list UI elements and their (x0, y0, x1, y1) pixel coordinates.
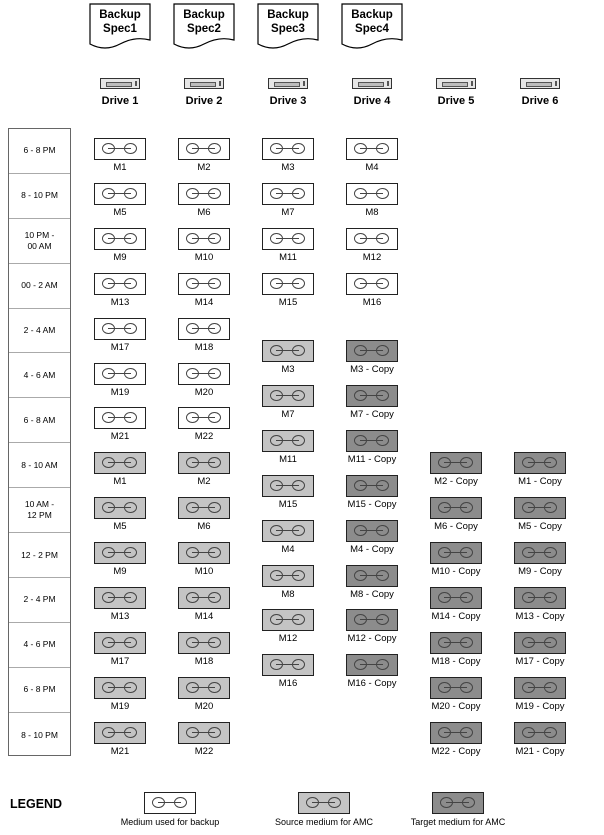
medium-label: M22 - Copy (431, 745, 481, 757)
tape-line (192, 373, 215, 374)
backup-medium (346, 183, 398, 205)
target-medium (514, 677, 566, 699)
tape-line (108, 283, 131, 284)
medium-label: M18 - Copy (431, 655, 481, 667)
backup-spec-label: Backup (351, 9, 393, 21)
drive-label: Drive 4 (353, 95, 391, 107)
target-medium (346, 475, 398, 497)
target-medium (514, 587, 566, 609)
tape-line (192, 238, 215, 239)
legend-backup-label: Medium used for backup (120, 817, 220, 827)
medium-label: M13 - Copy (515, 611, 565, 622)
drive-label: Drive 2 (185, 95, 223, 107)
backup-medium (262, 273, 314, 295)
medium-label: M10 - Copy (431, 566, 481, 578)
backup-medium (262, 183, 314, 205)
medium-label: M21 (110, 745, 130, 757)
time-slot: 00 - 2 AM (9, 264, 70, 309)
medium-label: M20 - Copy (431, 700, 481, 712)
tape-line (528, 597, 551, 598)
target-medium (346, 520, 398, 542)
medium-label: M6 (197, 521, 211, 533)
tape-line (528, 507, 551, 508)
tape-line (192, 148, 215, 149)
tape-line (360, 193, 383, 194)
tape-line (312, 802, 335, 803)
tape-line (192, 732, 215, 733)
medium-label: M5 (113, 206, 127, 218)
tape-line (276, 530, 299, 531)
source-medium (262, 654, 314, 676)
tape-line (444, 642, 467, 643)
backup-medium (94, 138, 146, 160)
medium-label: M16 (362, 296, 382, 308)
tape-line (360, 148, 383, 149)
source-medium (178, 452, 230, 474)
tape-line (528, 687, 551, 688)
tape-line (192, 597, 215, 598)
medium-label: M7 (281, 408, 295, 420)
tape-line (528, 462, 551, 463)
source-medium (262, 340, 314, 362)
medium-label: M9 (113, 251, 127, 263)
medium-label: M16 (278, 678, 298, 690)
tape-line (192, 328, 215, 329)
target-medium (514, 497, 566, 519)
tape-line (528, 642, 551, 643)
time-slot: 2 - 4 AM (9, 309, 70, 354)
source-medium (178, 677, 230, 699)
medium-label: M4 (281, 543, 295, 555)
medium-label: M22 (194, 431, 214, 443)
backup-medium (178, 363, 230, 385)
backup-spec-label: Spec3 (271, 23, 305, 35)
medium-label: M12 (362, 251, 382, 263)
target-medium (430, 632, 482, 654)
tape-line (276, 193, 299, 194)
tape-line (108, 148, 131, 149)
backup-spec-label: Backup (183, 9, 225, 21)
drive (416, 78, 496, 112)
tape-line (360, 575, 383, 576)
legend-source-label: Source medium for AMC (274, 817, 374, 827)
tape-line (108, 417, 131, 418)
medium-label: M20 (194, 386, 214, 398)
medium-label: M15 - Copy (347, 498, 397, 510)
medium-label: M2 (197, 476, 211, 488)
tape-line (360, 350, 383, 351)
time-slot: 2 - 4 PM (9, 578, 70, 623)
tape-line (108, 642, 131, 643)
tape-line (108, 328, 131, 329)
backup-medium (262, 138, 314, 160)
medium-label: M7 - Copy (350, 408, 394, 420)
medium-label: M14 - Copy (431, 611, 481, 622)
drive-slot (106, 82, 132, 87)
tape-line (108, 373, 131, 374)
backup-medium (94, 318, 146, 340)
tape-drive-icon (352, 78, 392, 89)
source-medium (262, 520, 314, 542)
drive-label: Drive 3 (269, 95, 307, 107)
tape-line (276, 395, 299, 396)
tape-line (192, 687, 215, 688)
backup-medium (178, 318, 230, 340)
medium-label: M17 (110, 341, 130, 353)
tape-line (528, 732, 551, 733)
tape-line (444, 597, 467, 598)
source-medium (94, 497, 146, 519)
tape-drive-icon (100, 78, 140, 89)
medium-label: M18 (194, 341, 214, 353)
target-medium (514, 722, 566, 744)
target-medium (346, 385, 398, 407)
source-medium (262, 609, 314, 631)
target-medium (430, 722, 482, 744)
medium-label: M11 (279, 453, 297, 465)
target-medium (430, 452, 482, 474)
target-medium (430, 677, 482, 699)
medium-label: M1 - Copy (518, 476, 562, 488)
medium-label: M12 (278, 633, 298, 645)
drive (500, 78, 580, 112)
tape-line (276, 664, 299, 665)
tape-line (276, 440, 299, 441)
tape-line (192, 552, 215, 553)
legend-backup-swatch (144, 792, 196, 814)
medium-label: M3 (281, 162, 295, 173)
source-medium (262, 385, 314, 407)
tape-line (108, 597, 131, 598)
medium-label: M9 - Copy (518, 566, 562, 578)
source-medium (94, 452, 146, 474)
tape-line (276, 238, 299, 239)
medium-label: M20 (194, 700, 214, 712)
tape-line (360, 664, 383, 665)
time-slot: 8 - 10 AM (9, 443, 70, 488)
backup-medium (178, 228, 230, 250)
backup-spec (257, 3, 319, 49)
time-slot: 6 - 8 PM (9, 668, 70, 713)
tape-line (192, 642, 215, 643)
backup-medium (346, 228, 398, 250)
tape-drive-icon (268, 78, 308, 89)
target-medium (514, 542, 566, 564)
drive (164, 78, 244, 112)
medium-label: M1 (113, 162, 127, 173)
source-medium (178, 722, 230, 744)
medium-label: M5 (113, 521, 127, 533)
time-slot: 6 - 8 AM (9, 398, 70, 443)
medium-label: M19 (110, 700, 130, 712)
medium-label: M18 (194, 655, 214, 667)
medium-label: M14 (194, 611, 214, 622)
drive-led (303, 81, 305, 86)
medium-label: M10 (194, 566, 214, 578)
time-slot: 12 - 2 PM (9, 533, 70, 578)
drive-slot (190, 82, 216, 87)
medium-label: M15 (278, 498, 298, 510)
time-slot: 8 - 10 PM (21, 729, 58, 740)
medium-label: M3 - Copy (350, 364, 394, 376)
legend-target-swatch (432, 792, 484, 814)
backup-medium (346, 138, 398, 160)
source-medium (94, 632, 146, 654)
tape-line (108, 552, 131, 553)
medium-label: M13 (110, 296, 130, 308)
tape-line (276, 485, 299, 486)
tape-line (360, 619, 383, 620)
legend-target-label: Target medium for AMC (410, 817, 506, 827)
target-medium (430, 497, 482, 519)
tape-line (444, 462, 467, 463)
tape-line (108, 507, 131, 508)
target-medium (346, 565, 398, 587)
medium-label: M8 (281, 588, 295, 600)
drive-led (555, 81, 557, 86)
tape-line (276, 283, 299, 284)
tape-line (108, 687, 131, 688)
drive-slot (358, 82, 384, 87)
tape-line (192, 193, 215, 194)
source-medium (262, 430, 314, 452)
medium-label: M2 - Copy (434, 476, 478, 488)
medium-label: M19 - Copy (515, 700, 565, 712)
tape-drive-icon (520, 78, 560, 89)
medium-label: M3 (281, 364, 295, 376)
tape-line (528, 552, 551, 553)
backup-medium (94, 273, 146, 295)
time-slot: 4 - 6 AM (9, 354, 70, 399)
drive-led (219, 81, 221, 86)
target-medium (346, 430, 398, 452)
medium-label: M8 - Copy (350, 588, 394, 600)
tape-line (360, 530, 383, 531)
source-medium (94, 722, 146, 744)
tape-line (446, 802, 469, 803)
target-medium (430, 587, 482, 609)
source-medium (262, 475, 314, 497)
medium-label: M4 - Copy (350, 543, 394, 555)
medium-label: M22 (194, 745, 214, 757)
tape-line (444, 552, 467, 553)
time-slot: 10 PM - 00 AM (9, 219, 70, 264)
drive-slot (274, 82, 300, 87)
backup-medium (178, 407, 230, 429)
backup-medium (94, 183, 146, 205)
drive (80, 78, 160, 112)
backup-spec (89, 3, 151, 49)
backup-medium (178, 273, 230, 295)
tape-line (276, 575, 299, 576)
tape-line (360, 485, 383, 486)
tape-line (444, 507, 467, 508)
source-medium (178, 587, 230, 609)
backup-medium (346, 273, 398, 295)
source-medium (178, 632, 230, 654)
drive-label: Drive 6 (521, 95, 559, 107)
tape-line (108, 462, 131, 463)
medium-label: M7 (281, 206, 295, 218)
time-slot: 10 AM - 12 PM (9, 488, 70, 533)
backup-spec-label: Spec2 (187, 23, 221, 35)
backup-medium (178, 138, 230, 160)
medium-label: M4 (365, 162, 379, 173)
drive-led (471, 81, 473, 86)
tape-drive-icon (184, 78, 224, 89)
target-medium (346, 340, 398, 362)
backup-medium (262, 228, 314, 250)
tape-drive-icon (436, 78, 476, 89)
medium-label: M6 - Copy (434, 521, 478, 533)
drive-label: Drive 1 (101, 95, 139, 107)
backup-medium (94, 363, 146, 385)
medium-label: M9 (113, 566, 127, 578)
tape-line (192, 283, 215, 284)
time-slot-column (8, 128, 71, 756)
target-medium (430, 542, 482, 564)
medium-label: M11 (279, 251, 297, 263)
medium-label: M21 (110, 431, 130, 443)
backup-spec-label: Backup (99, 9, 141, 21)
tape-line (360, 440, 383, 441)
source-medium (262, 565, 314, 587)
tape-line (108, 193, 131, 194)
source-medium (178, 542, 230, 564)
tape-line (360, 395, 383, 396)
target-medium (346, 654, 398, 676)
medium-label: M2 (197, 162, 211, 173)
backup-medium (178, 183, 230, 205)
tape-line (192, 462, 215, 463)
tape-line (276, 350, 299, 351)
target-medium (346, 609, 398, 631)
tape-line (276, 148, 299, 149)
backup-medium (94, 228, 146, 250)
medium-label: M8 (365, 206, 379, 218)
backup-spec (173, 3, 235, 49)
time-slot: 4 - 6 PM (9, 623, 70, 668)
medium-label: M14 (194, 296, 214, 308)
backup-spec-label: Backup (267, 9, 309, 21)
source-medium (94, 542, 146, 564)
tape-line (276, 619, 299, 620)
tape-line (444, 687, 467, 688)
tape-line (108, 238, 131, 239)
medium-label: M10 (194, 251, 214, 263)
tape-line (192, 507, 215, 508)
medium-label: M19 (110, 386, 130, 398)
medium-label: M13 (110, 611, 130, 622)
backup-spec-label: Spec1 (103, 23, 137, 35)
drive-slot (526, 82, 552, 87)
medium-label: M21 - Copy (515, 745, 565, 757)
tape-line (360, 283, 383, 284)
tape-line (108, 732, 131, 733)
target-medium (514, 452, 566, 474)
source-medium (94, 587, 146, 609)
tape-line (158, 802, 181, 803)
drive (332, 78, 412, 112)
time-slot: 6 - 8 PM (9, 129, 70, 174)
medium-label: M11 - Copy (347, 453, 397, 465)
tape-line (444, 732, 467, 733)
source-medium (178, 497, 230, 519)
backup-medium (94, 407, 146, 429)
drive-slot (442, 82, 468, 87)
drive-led (387, 81, 389, 86)
target-medium (514, 632, 566, 654)
medium-label: M12 - Copy (347, 633, 397, 645)
medium-label: M17 (110, 655, 130, 667)
medium-label: M1 (113, 476, 127, 488)
backup-spec (341, 3, 403, 49)
tape-line (360, 238, 383, 239)
medium-label: M5 - Copy (518, 521, 562, 533)
medium-label: M17 - Copy (515, 655, 565, 667)
medium-label: M15 (278, 296, 298, 308)
source-medium (94, 677, 146, 699)
tape-line (192, 417, 215, 418)
drive (248, 78, 328, 112)
drive-label: Drive 5 (437, 95, 475, 107)
legend-title: LEGEND (10, 797, 63, 811)
legend-source-swatch (298, 792, 350, 814)
medium-label: M6 (197, 206, 211, 218)
drive-led (135, 81, 137, 86)
backup-spec-label: Spec4 (355, 23, 389, 35)
time-slot: 8 - 10 PM (9, 174, 70, 219)
medium-label: M16 - Copy (347, 678, 397, 690)
